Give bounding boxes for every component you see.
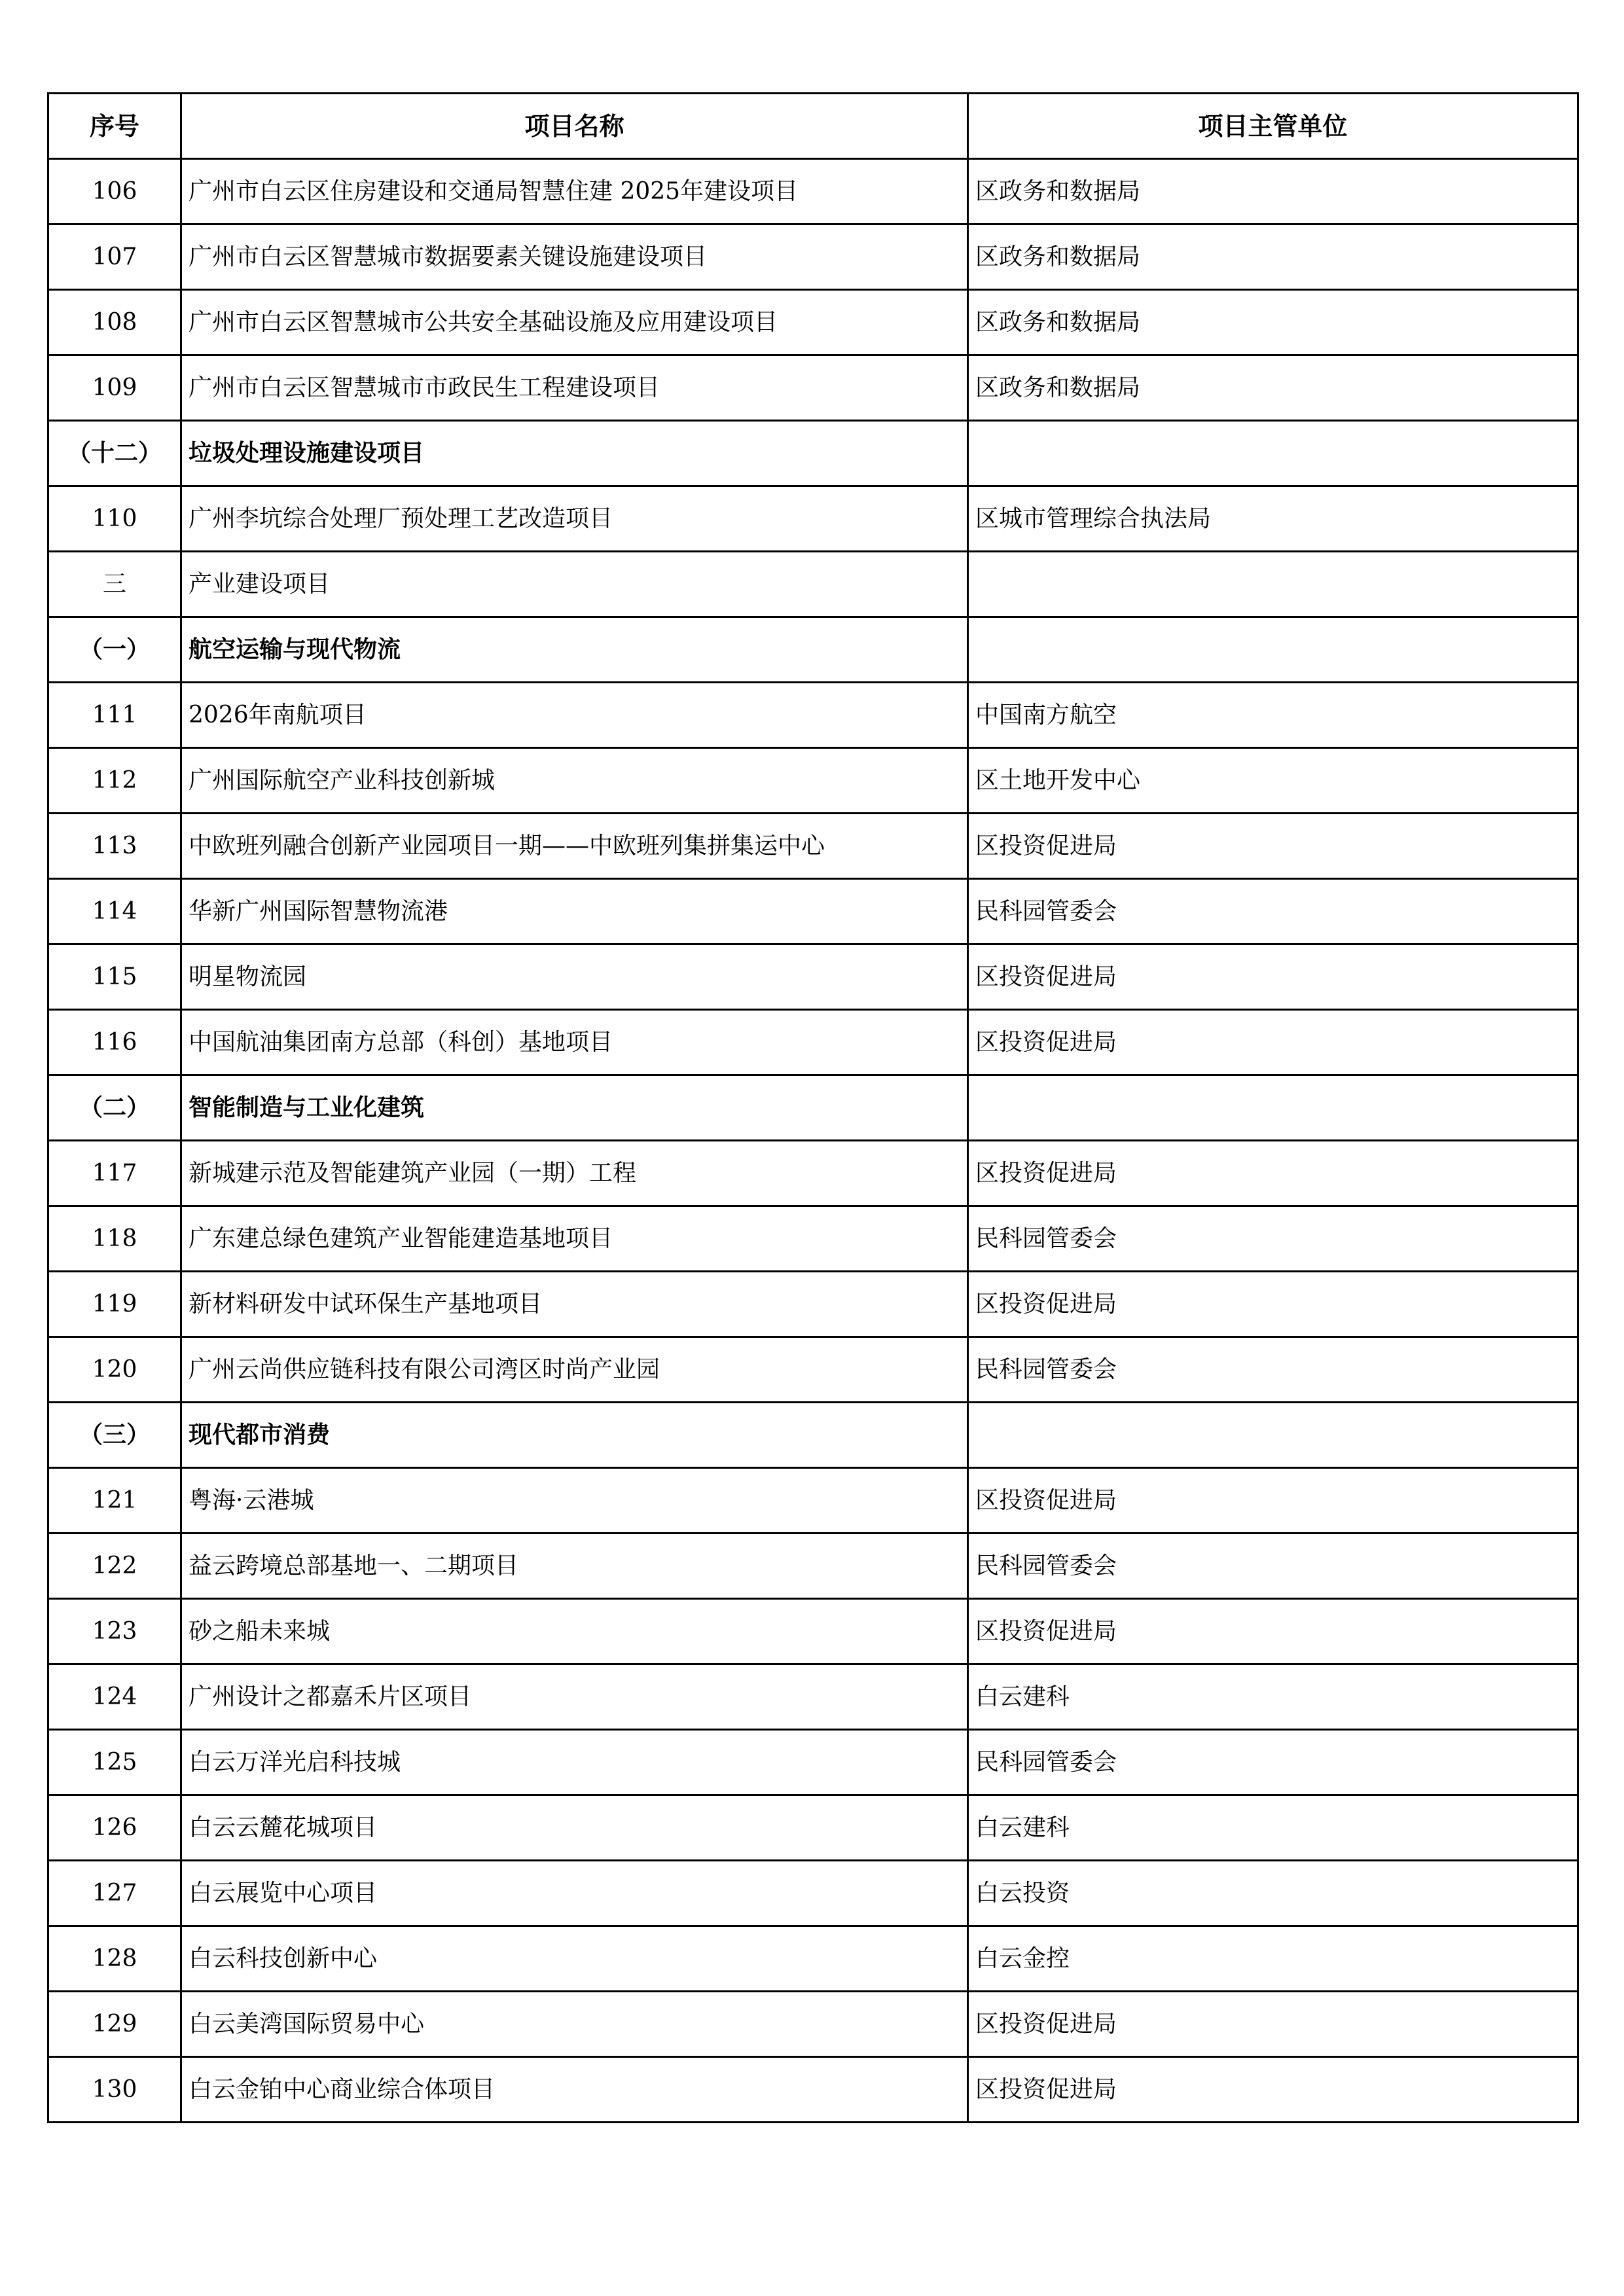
cell-serial-number: 116 [48,1010,181,1075]
table-row [48,944,1578,1010]
cell-responsible-unit: 白云建科 [968,1664,1578,1730]
cell-responsible-unit [968,617,1578,683]
cell-serial-number: 127 [48,1861,181,1926]
cell-serial-number: 123 [48,1599,181,1664]
cell-serial-number: 125 [48,1730,181,1795]
cell-responsible-unit: 民科园管委会 [968,879,1578,944]
cell-project-name: 新材料研发中试环保生产基地项目 [181,1272,968,1337]
table-row [48,1534,1578,1599]
cell-serial-number: 111 [48,683,181,748]
table-row [48,814,1578,879]
cell-project-name: 广州市白云区智慧城市公共安全基础设施及应用建设项目 [181,290,968,355]
section-row [48,421,1578,486]
table-row [48,879,1578,944]
cell-project-name: 新城建示范及智能建筑产业园（一期）工程 [181,1141,968,1206]
cell-responsible-unit [968,1075,1578,1141]
cell-project-name: 垃圾处理设施建设项目 [181,421,968,486]
header-row [48,94,1578,159]
cell-serial-number: 108 [48,290,181,355]
table-row [48,1795,1578,1861]
table-row [48,1010,1578,1075]
cell-project-name: 2026年南航项目 [181,683,968,748]
cell-serial-number: 113 [48,814,181,879]
cell-responsible-unit: 区投资促进局 [968,2057,1578,2123]
table-row [48,1664,1578,1730]
table-row [48,1141,1578,1206]
cell-responsible-unit: 民科园管委会 [968,1337,1578,1403]
cell-responsible-unit [968,1403,1578,1468]
cell-serial-number: 121 [48,1468,181,1534]
cell-project-name: 广州国际航空产业科技创新城 [181,748,968,814]
cell-responsible-unit [968,421,1578,486]
cell-project-name: 明星物流园 [181,944,968,1010]
cell-responsible-unit: 民科园管委会 [968,1534,1578,1599]
cell-project-name: 广州云尚供应链科技有限公司湾区时尚产业园 [181,1337,968,1403]
table-row [48,1599,1578,1664]
cell-project-name: 中国航油集团南方总部（科创）基地项目 [181,1010,968,1075]
table-row [48,1992,1578,2057]
cell-serial-number: 124 [48,1664,181,1730]
cell-serial-number: （二） [48,1075,181,1141]
table-row [48,486,1578,552]
cell-project-name: 广州市白云区住房建设和交通局智慧住建 2025年建设项目 [181,159,968,224]
cell-serial-number: （十二） [48,421,181,486]
table-row [48,355,1578,421]
table-body [48,159,1578,2123]
cell-project-name: 现代都市消费 [181,1403,968,1468]
cell-project-name: 中欧班列融合创新产业园项目一期——中欧班列集拼集运中心 [181,814,968,879]
cell-responsible-unit: 区投资促进局 [968,1141,1578,1206]
cell-project-name: 智能制造与工业化建筑 [181,1075,968,1141]
cell-responsible-unit: 区投资促进局 [968,1468,1578,1534]
table-row [48,2057,1578,2123]
cell-serial-number: 112 [48,748,181,814]
cell-responsible-unit: 区投资促进局 [968,1992,1578,2057]
cell-responsible-unit: 区土地开发中心 [968,748,1578,814]
project-table [47,92,1579,2123]
cell-serial-number: 118 [48,1206,181,1272]
header-responsible-unit: 项目主管单位 [968,94,1578,159]
cell-responsible-unit: 区投资促进局 [968,814,1578,879]
header-serial-number: 序号 [48,94,181,159]
cell-project-name: 广州设计之都嘉禾片区项目 [181,1664,968,1730]
table-row [48,1272,1578,1337]
cell-responsible-unit [968,552,1578,617]
cell-project-name: 益云跨境总部基地一、二期项目 [181,1534,968,1599]
cell-responsible-unit: 区投资促进局 [968,1272,1578,1337]
cell-serial-number: 120 [48,1337,181,1403]
cell-serial-number: 122 [48,1534,181,1599]
cell-serial-number: 117 [48,1141,181,1206]
section-row [48,1403,1578,1468]
cell-responsible-unit: 区投资促进局 [968,1599,1578,1664]
cell-project-name: 白云云麓花城项目 [181,1795,968,1861]
cell-serial-number: 129 [48,1992,181,2057]
cell-serial-number: 115 [48,944,181,1010]
cell-serial-number: 三 [48,552,181,617]
cell-responsible-unit: 中国南方航空 [968,683,1578,748]
cell-responsible-unit: 白云金控 [968,1926,1578,1992]
table-row [48,1206,1578,1272]
cell-project-name: 广州李坑综合处理厂预处理工艺改造项目 [181,486,968,552]
table-header [48,94,1578,159]
section-row [48,1075,1578,1141]
cell-responsible-unit: 区政务和数据局 [968,224,1578,290]
cell-responsible-unit: 区城市管理综合执法局 [968,486,1578,552]
cell-serial-number: （三） [48,1403,181,1468]
cell-serial-number: 126 [48,1795,181,1861]
cell-project-name: 航空运输与现代物流 [181,617,968,683]
cell-serial-number: 110 [48,486,181,552]
cell-serial-number: 114 [48,879,181,944]
cell-serial-number: 119 [48,1272,181,1337]
cell-project-name: 砂之船未来城 [181,1599,968,1664]
cell-project-name: 白云万洋光启科技城 [181,1730,968,1795]
cell-project-name: 白云展览中心项目 [181,1861,968,1926]
cell-responsible-unit: 民科园管委会 [968,1206,1578,1272]
cell-project-name: 粤海·云港城 [181,1468,968,1534]
table-row [48,224,1578,290]
cell-serial-number: 106 [48,159,181,224]
table-row [48,748,1578,814]
cell-serial-number: （一） [48,617,181,683]
cell-responsible-unit: 区政务和数据局 [968,355,1578,421]
cell-serial-number: 130 [48,2057,181,2123]
cell-responsible-unit: 民科园管委会 [968,1730,1578,1795]
table-row [48,1468,1578,1534]
cell-project-name: 白云美湾国际贸易中心 [181,1992,968,2057]
table-row [48,1926,1578,1992]
section-row [48,617,1578,683]
category-row [48,552,1578,617]
table-row [48,1730,1578,1795]
cell-project-name: 白云科技创新中心 [181,1926,968,1992]
cell-serial-number: 109 [48,355,181,421]
cell-project-name: 白云金铂中心商业综合体项目 [181,2057,968,2123]
table-row [48,683,1578,748]
cell-responsible-unit: 区投资促进局 [968,1010,1578,1075]
cell-responsible-unit: 区投资促进局 [968,944,1578,1010]
cell-project-name: 广州市白云区智慧城市数据要素关键设施建设项目 [181,224,968,290]
cell-responsible-unit: 区政务和数据局 [968,159,1578,224]
cell-project-name: 华新广州国际智慧物流港 [181,879,968,944]
table-row [48,159,1578,224]
table-row [48,1337,1578,1403]
header-project-name: 项目名称 [181,94,968,159]
cell-responsible-unit: 白云投资 [968,1861,1578,1926]
table-row [48,1861,1578,1926]
cell-responsible-unit: 白云建科 [968,1795,1578,1861]
cell-responsible-unit: 区政务和数据局 [968,290,1578,355]
table-row [48,290,1578,355]
cell-serial-number: 128 [48,1926,181,1992]
cell-project-name: 产业建设项目 [181,552,968,617]
cell-project-name: 广州市白云区智慧城市市政民生工程建设项目 [181,355,968,421]
cell-project-name: 广东建总绿色建筑产业智能建造基地项目 [181,1206,968,1272]
cell-serial-number: 107 [48,224,181,290]
